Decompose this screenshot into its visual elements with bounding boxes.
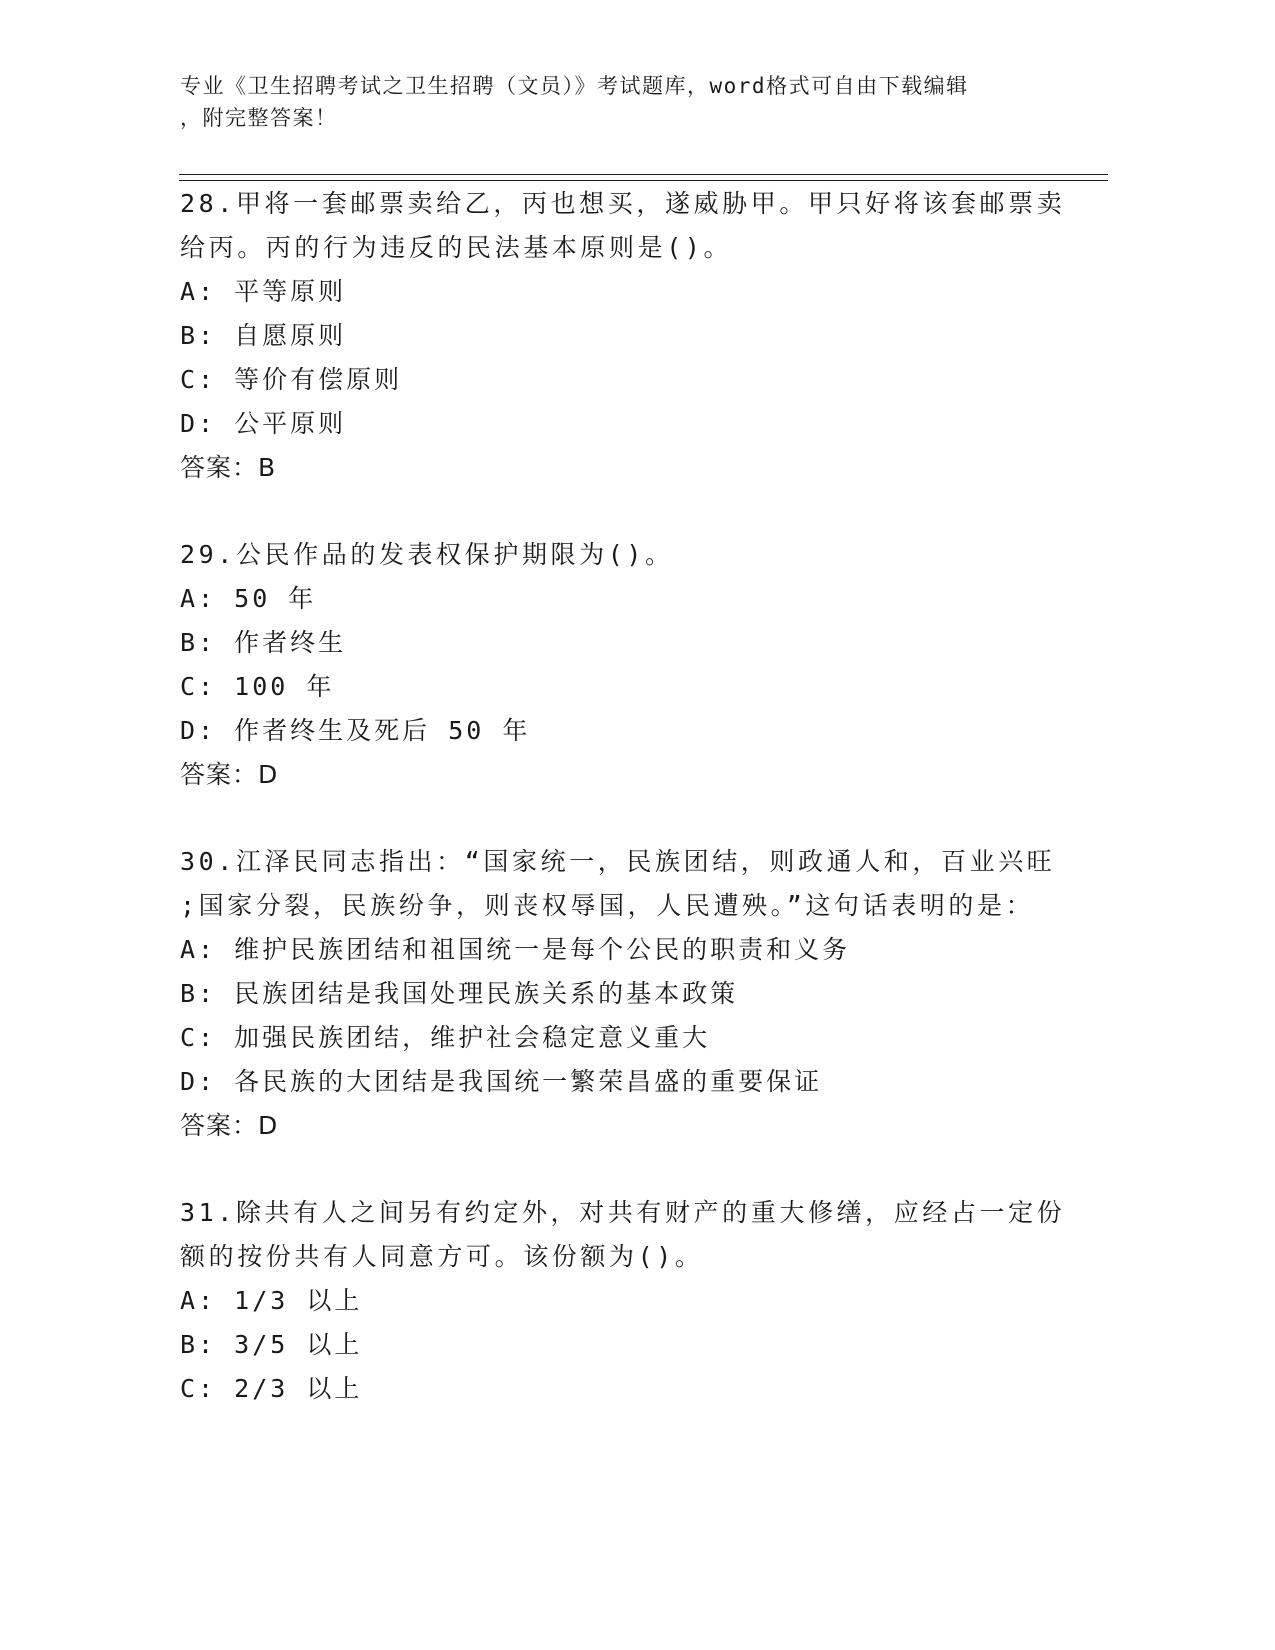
question-text: 给丙。丙的行为违反的民法基本原则是()。 xyxy=(180,233,733,262)
question-text: 29.公民作品的发表权保护期限为()。 xyxy=(180,540,674,569)
header-divider xyxy=(179,180,1108,181)
header-line: 专业《卫生招聘考试之卫生招聘（文员）》考试题库，word格式可自由下载编辑 xyxy=(180,74,969,98)
header-divider xyxy=(179,174,1108,175)
question-list xyxy=(180,182,1080,1411)
answer-option: C: 2/3 以上 xyxy=(180,1374,363,1403)
question-text: 28.甲将一套邮票卖给乙，丙也想买，遂威胁甲。甲只好将该套邮票卖 xyxy=(180,189,1066,218)
answer-option: C: 等价有偿原则 xyxy=(180,365,403,394)
answer-key: 答案：D xyxy=(180,760,279,789)
question-text: 30.江泽民同志指出：“国家统一，民族团结，则政通人和，百业兴旺 xyxy=(180,847,1056,876)
question-text: ;国家分裂，民族纷争，则丧权辱国，人民遭殃。”这句话表明的是： xyxy=(180,891,1035,920)
document-header xyxy=(180,70,1050,134)
header-line: ，附完整答案！ xyxy=(180,106,338,130)
answer-option: B: 民族团结是我国处理民族关系的基本政策 xyxy=(180,979,739,1008)
answer-option: D: 作者终生及死后 50 年 xyxy=(180,716,531,745)
question-text: 额的按份共有人同意方可。该份额为()。 xyxy=(180,1242,704,1271)
answer-option: A: 1/3 以上 xyxy=(180,1286,363,1315)
question-spacer xyxy=(180,797,1080,840)
question-spacer xyxy=(180,1148,1080,1191)
answer-option: B: 作者终生 xyxy=(180,628,347,657)
question-spacer xyxy=(180,490,1080,533)
answer-key: 答案：B xyxy=(180,453,277,482)
answer-option: A: 维护民族团结和祖国统一是每个公民的职责和义务 xyxy=(180,935,851,964)
answer-option: D: 各民族的大团结是我国统一繁荣昌盛的重要保证 xyxy=(180,1067,823,1096)
answer-option: C: 100 年 xyxy=(180,672,335,701)
answer-option: A: 50 年 xyxy=(180,584,317,613)
question-text: 31.除共有人之间另有约定外，对共有财产的重大修缮，应经占一定份 xyxy=(180,1198,1066,1227)
answer-option: D: 公平原则 xyxy=(180,409,347,438)
question-item xyxy=(180,1191,1080,1411)
question-item xyxy=(180,182,1080,490)
question-item xyxy=(180,840,1080,1148)
answer-option: B: 自愿原则 xyxy=(180,321,347,350)
answer-option: B: 3/5 以上 xyxy=(180,1330,363,1359)
question-item xyxy=(180,533,1080,797)
answer-option: A: 平等原则 xyxy=(180,277,347,306)
answer-key: 答案：D xyxy=(180,1111,279,1140)
answer-option: C: 加强民族团结，维护社会稳定意义重大 xyxy=(180,1023,711,1052)
